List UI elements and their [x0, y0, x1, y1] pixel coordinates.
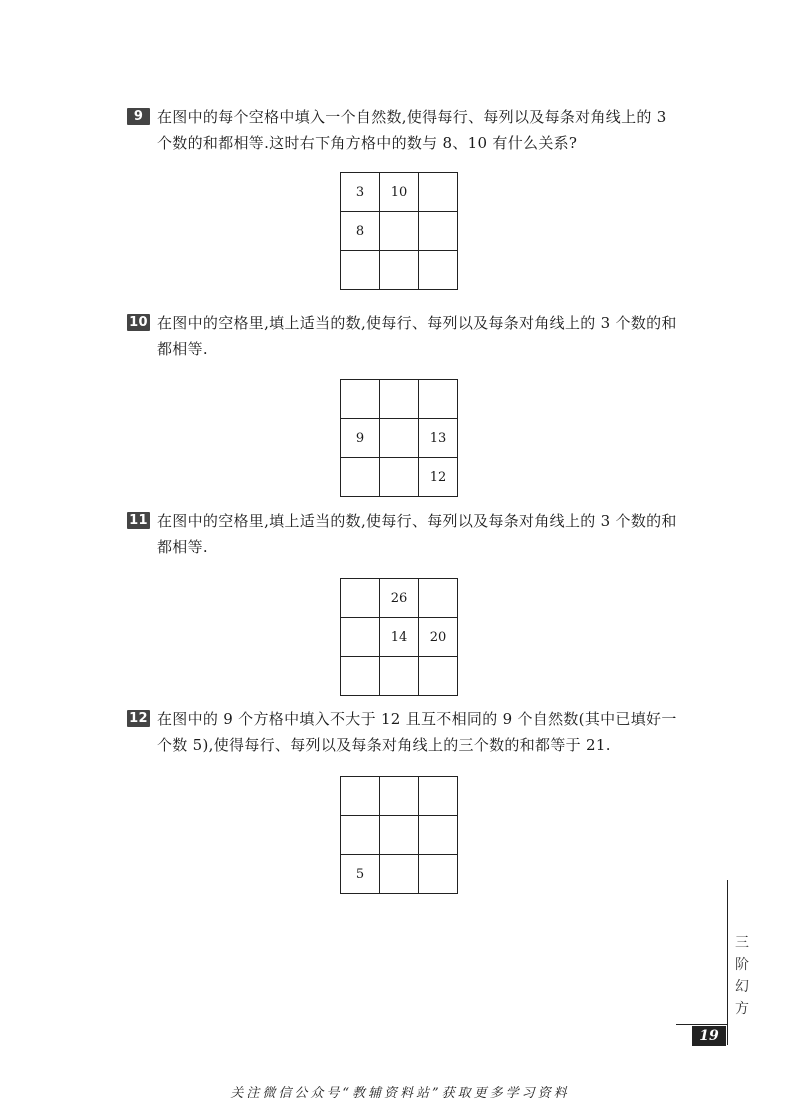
grid-cell: 3 [341, 173, 380, 212]
grid-cell: 8 [341, 212, 380, 251]
grid-cell: 14 [380, 618, 419, 657]
problem-9 [127, 104, 727, 156]
grid-cell [341, 777, 380, 816]
grid-cell: 10 [380, 173, 419, 212]
problem-text-line: 在图中的 9 个方格中填入不大于 12 且互不相同的 9 个自然数(其中已填好一 [157, 710, 677, 728]
grid-cell [341, 618, 380, 657]
chapter-title-char: 阶 [735, 957, 749, 973]
grid-cell [380, 419, 419, 458]
problem-text [127, 310, 727, 362]
problem-text-line: 个数的和都相等.这时右下角方格中的数与 8、10 有什么关系? [157, 134, 578, 152]
magic-square-grid-10 [340, 379, 458, 497]
magic-square-grid-9 [340, 172, 458, 290]
grid-cell [380, 251, 419, 290]
grid-cell [341, 251, 380, 290]
grid-cell [380, 657, 419, 696]
grid-cell [380, 777, 419, 816]
problem-number-badge: 11 [127, 512, 150, 529]
problem-text-line: 在图中的空格里,填上适当的数,使每行、每列以及每条对角线上的 3 个数的和 [157, 314, 677, 332]
grid-cell [419, 173, 458, 212]
page-number: 19 [692, 1026, 726, 1046]
problem-text [127, 508, 727, 560]
grid-cell [341, 579, 380, 618]
problem-number-badge: 12 [127, 710, 150, 727]
grid-cell [419, 855, 458, 894]
grid-cell: 26 [380, 579, 419, 618]
footer-note: 关注微信公众号“教辅资料站”获取更多学习资料 [230, 1086, 570, 1101]
chapter-title-char: 方 [735, 1001, 749, 1017]
grid-cell: 9 [341, 419, 380, 458]
problem-text-line: 都相等. [157, 538, 208, 556]
chapter-title-char: 三 [735, 935, 749, 951]
problem-text-line: 在图中的空格里,填上适当的数,使每行、每列以及每条对角线上的 3 个数的和 [157, 512, 677, 530]
grid-cell [419, 657, 458, 696]
grid-cell [419, 380, 458, 419]
magic-square-grid-12 [340, 776, 458, 894]
problem-text [127, 104, 727, 156]
problem-text-line: 个数 5),使得每行、每列以及每条对角线上的三个数的和都等于 21. [157, 736, 611, 754]
problem-11 [127, 508, 727, 560]
problem-10 [127, 310, 727, 362]
problem-number-badge: 10 [127, 314, 150, 331]
grid-cell: 12 [419, 458, 458, 497]
grid-cell [419, 816, 458, 855]
grid-cell: 5 [341, 855, 380, 894]
grid-cell: 13 [419, 419, 458, 458]
grid-cell [341, 458, 380, 497]
grid-cell [341, 380, 380, 419]
problem-text [127, 706, 727, 758]
side-divider-line [727, 880, 728, 1045]
chapter-title-char: 幻 [735, 979, 749, 995]
grid-cell [380, 458, 419, 497]
grid-cell [380, 380, 419, 419]
grid-cell [419, 579, 458, 618]
grid-cell [419, 777, 458, 816]
grid-cell [380, 816, 419, 855]
grid-cell [341, 657, 380, 696]
chapter-side-title [733, 932, 751, 1020]
grid-cell [419, 251, 458, 290]
grid-cell: 20 [419, 618, 458, 657]
grid-cell [341, 816, 380, 855]
problem-12 [127, 706, 727, 758]
magic-square-grid-11 [340, 578, 458, 696]
problem-number-badge: 9 [127, 108, 150, 125]
problem-text-line: 都相等. [157, 340, 208, 358]
grid-cell [380, 855, 419, 894]
page-number-rule [676, 1024, 728, 1025]
grid-cell [419, 212, 458, 251]
grid-cell [380, 212, 419, 251]
problem-text-line: 在图中的每个空格中填入一个自然数,使得每行、每列以及每条对角线上的 3 [157, 108, 667, 126]
